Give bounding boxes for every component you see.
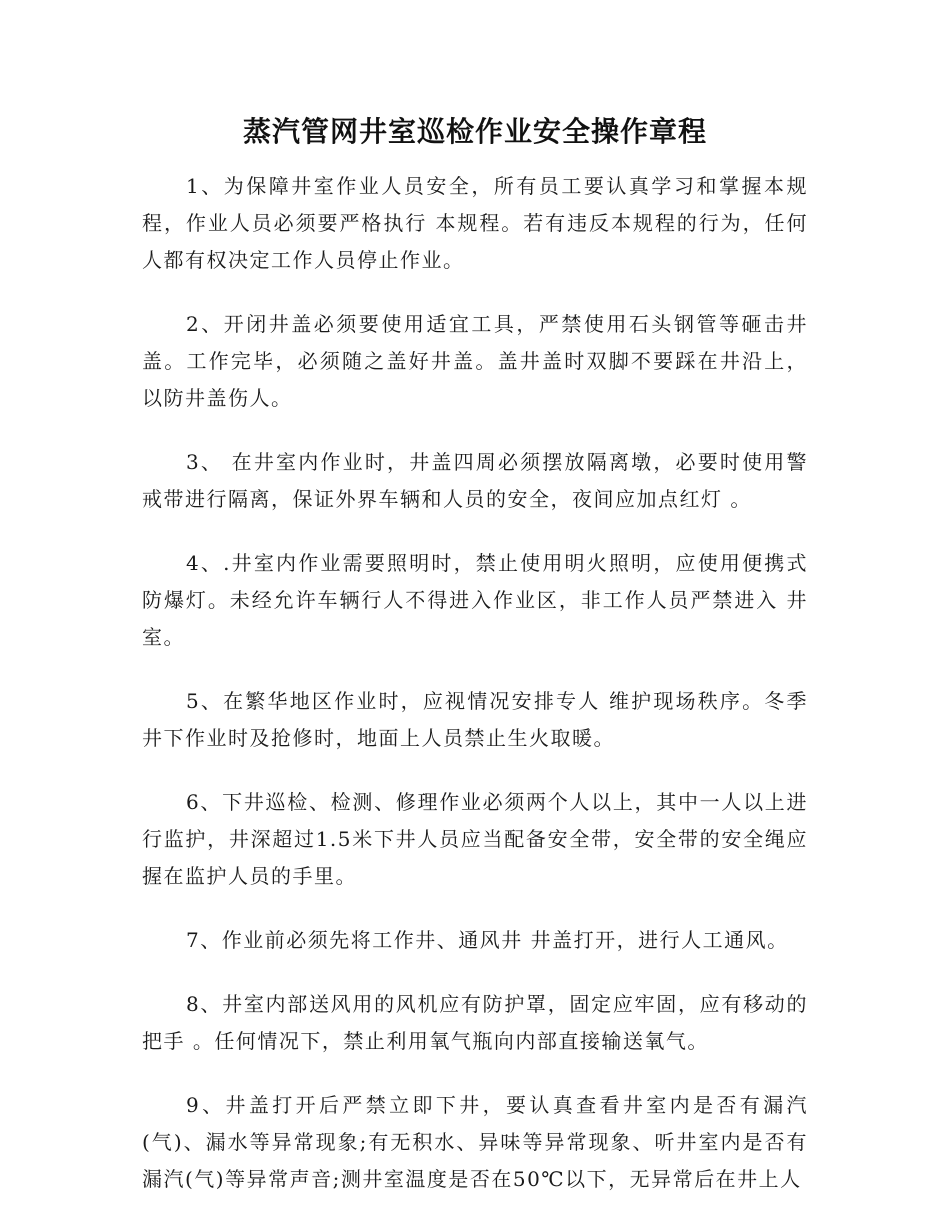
paragraph-8: 8、井室内部送风用的风机应有防护罩，固定应牢固，应有移动的把手 。任何情况下，禁止利用氧气瓶向内部直接输送氧气。 [142,992,808,1053]
paragraph-5: 5、在繁华地区作业时，应视情况安排专人 维护现场秩序。冬季井下作业时及抢修时，地面上人员禁止生火取暖。 [142,689,808,750]
paragraph-9: 9、井盖打开后严禁立即下井，要认真查看井室内是否有漏汽(气)、漏水等异常现象;有无积水、异味等异常现象、听井室内是否有漏汽(气)等异常声音;测井室温度是否在50℃以下，无异常后在井上人 [142,1093,808,1191]
paragraph-2: 2、开闭井盖必须要使用适宜工具，严禁使用石头钢管等砸击井盖。工作完毕，必须随之盖好井盖。盖井盖时双脚不要踩在井沿上，以防井盖伤人。 [142,312,808,410]
paragraph-7: 7、作业前必须先将工作井、通风井 井盖打开，进行人工通风。 [186,928,789,952]
paragraph-1: 1、为保障井室作业人员安全，所有员工要认真学习和掌握本规程，作业人员必须要严格执行 本规程。若有违反本规程的行为，任何人都有权决定工作人员停止作业。 [142,174,808,272]
paragraph-4: 4、.井室内作业需要照明时，禁止使用明火照明，应使用便携式防爆灯。未经允许车辆行人不得进入作业区，非工作人员严禁进入 井室。 [142,551,808,649]
paragraph-6: 6、下井巡检、检测、修理作业必须两个人以上，其中一人以上进行监护，井深超过1.5米下井人员应当配备安全带，安全带的安全绳应握在监护人员的手里。 [142,790,808,888]
document-title: 蒸汽管网井室巡检作业安全操作章程 [242,115,707,148]
paragraph-3: 3、 在井室内作业时，井盖四周必须摆放隔离墩，必要时使用警戒带进行隔离，保证外界车辆和人员的安全，夜间应加点红灯 。 [142,450,808,511]
document-body [142,168,808,1198]
